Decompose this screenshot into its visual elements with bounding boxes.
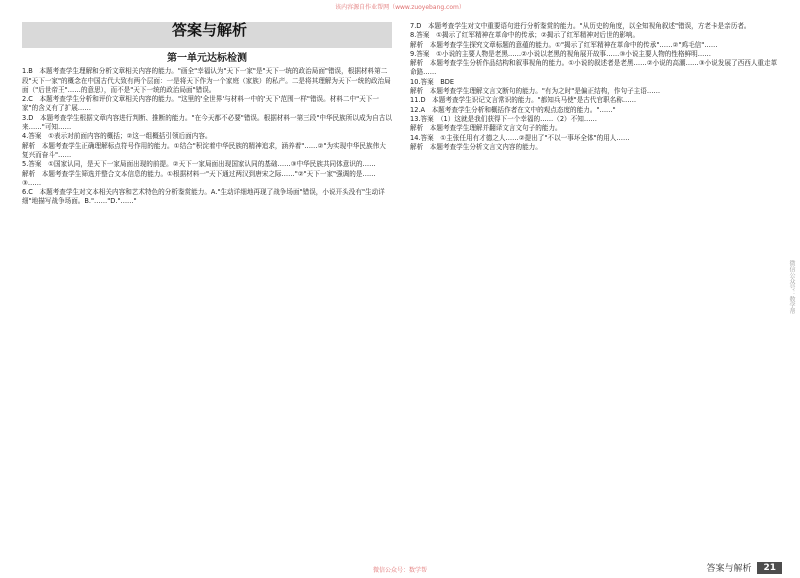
answer-paragraph: 10.答案 BDE xyxy=(410,77,455,86)
answer-paragraph: 3.D 本题考查学生根据文章内容进行判断、推断的能力。"在今天都不必要"错误。根据材料一第三段"中华民族所以成为自古以来……"可知…… xyxy=(22,113,392,132)
answer-paragraph: 14.答案 ①主张任用有才德之人……②提出了"不以一事坏全体"的用人…… xyxy=(410,133,630,142)
answer-paragraph: 9.答案 ①小说的主要人物是老黑……②小说以老黑的视角展开故事……③小说主要人物的性格鲜明…… xyxy=(410,49,711,58)
side-watermark: 微信公众号：数学帮 xyxy=(788,260,795,314)
answer-paragraph: 8.答案 ①揭示了红军精神在革命中的传承；②揭示了红军精神对后世的影响。 xyxy=(410,31,640,40)
answer-paragraph: 解析 本题考查学生理解并翻译文言文句子的能力。 xyxy=(410,124,562,133)
answer-paragraph: 解析 本题考查学生理解文言文断句的能力。"有为之时"是偏正结构，作句子主语…… xyxy=(410,87,661,96)
answer-paragraph: 11.D 本题考查学生识记文言常识的能力。"都知兵马使"是古代官职名称…… xyxy=(410,96,637,105)
answer-paragraph: 13.答案 （1）这就是我们获得下一个幸福的……（2）不知…… xyxy=(410,114,598,123)
answer-paragraph: 2.C 本题考查学生分析和评价文章相关内容的能力。"这里的'全世界'与材料一中的'天下'范围一样"错误。材料二中"天下一家"的含义有了扩展…… xyxy=(22,95,379,113)
answer-paragraph: 4.答案 ①表示对前面内容的概括；②这一组概括引领后面内容。 xyxy=(22,132,212,141)
left-column xyxy=(22,22,392,552)
answer-paragraph: 解析 本题考查学生分析文言文内容的能力。 xyxy=(410,142,542,151)
page-footer xyxy=(706,561,782,574)
answer-paragraph: 解析 本题考查学生筛选并整合文本信息的能力。①根据材料一"天下通过两汉到唐宋之际……"②"天下一家"强调的是……③…… xyxy=(22,169,376,187)
left-body xyxy=(22,67,392,206)
banner-title: 答案与解析 xyxy=(172,22,248,39)
bottom-watermark: 微信公众号：数学帮 xyxy=(372,567,427,574)
unit-title: 第一单元达标检测 xyxy=(167,53,247,64)
answer-paragraph: 12.A 本题考查学生分析和概括作者在文中的观点态度的能力。"……" xyxy=(410,105,616,114)
answer-paragraph: 解析 本题考查学生分析作品结构和叙事视角的能力。①小说的叙述者是老黑……②小说的高潮……③小说发展了西西人重走革命路…… xyxy=(410,59,778,77)
top-watermark: 该内容源自作业帮网（www.zuoyebang.com） xyxy=(335,4,465,11)
answer-banner xyxy=(22,22,392,48)
answer-paragraph: 1.B 本题考查学生理解和分析文章相关内容的能力。"画全"幸福认为"天下一家"是"天下一统的政治局面"错误，根据材料第二段"天下一家"的概念在中国古代大致有两个层面：一是将天下作为一个家庭（家族）的私产。二是将其理解为天下一统的政治局面（"后世帝王"……的意思），而不是"天下一统的政治局面"错误。 xyxy=(22,67,391,94)
right-column xyxy=(410,22,780,552)
answer-paragraph: 5.答案 ①国家认同，是天下一家局面出现的前提。②天下一家局面出现国家认同的基础……③中华民族共同体意识的…… xyxy=(22,160,376,169)
answer-paragraph: 解析 本题考查学生正确理解标点符号作用的能力。①结合"积淀着中华民族的精神追求，涵养着"……②"为实现中华民族伟大复兴而奋斗"…… xyxy=(22,141,386,159)
page-number: 21 xyxy=(757,562,782,574)
answer-paragraph: 7.D 本题考查学生对文中重要语句进行分析鉴赏的能力。"从历史的角度，以全知视角叙述"错误，方老卡是亲历者。 xyxy=(410,22,751,30)
answer-paragraph: 6.C 本题考查学生对文本相关内容和艺术特色的分析鉴赏能力。A."生动详细地再现了战争场面"错误，小说开头没有"生动详细"地描写战争场面。B."……"D."……" xyxy=(22,188,385,206)
footer-label: 答案与解析 xyxy=(706,564,752,574)
right-body xyxy=(410,22,780,152)
answer-paragraph: 解析 本题考查学生探究文章标题的意蕴的能力。①"揭示了红军精神在革命中的传承"……②"鸡毛信"…… xyxy=(410,40,718,49)
